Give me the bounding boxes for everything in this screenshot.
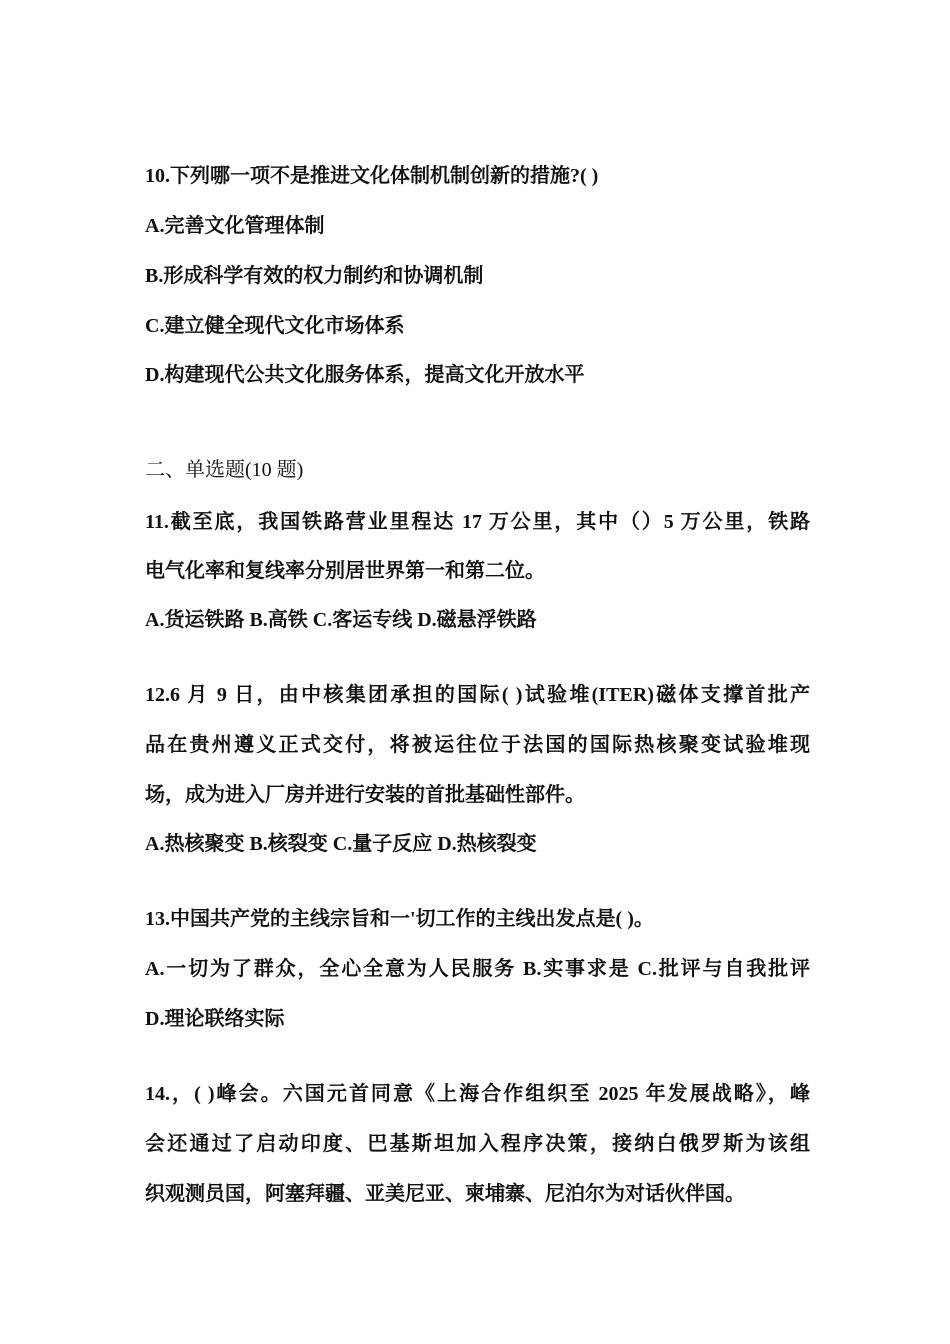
question-13-options-line-2: D.理论联络实际 — [145, 1008, 285, 1030]
question-11-stem-line-2: 电气化率和复线率分别居世界第一和第二位。 — [145, 560, 545, 582]
section-heading: 二、单选题(10 题) — [145, 459, 304, 481]
question-10-option-c: C.建立健全现代文化市场体系 — [145, 315, 405, 337]
question-12-stem-line-3: 场，成为进入厂房并进行安装的首批基础性部件。 — [145, 784, 585, 806]
question-14-stem-line-3: 织观测员国，阿塞拜疆、亚美尼亚、柬埔寨、尼泊尔为对话伙伴国。 — [145, 1183, 745, 1205]
question-12-stem-line-1: 12.6 月 9 日，由中核集团承担的国际( )试验堆(ITER)磁体支撑首批产 — [145, 684, 810, 706]
question-12-stem-line-2: 品在贵州遵义正式交付，将被运往位于法国的国际热核聚变试验堆现 — [145, 734, 810, 756]
question-10-option-a: A.完善文化管理体制 — [145, 215, 325, 237]
question-10-option-d: D.构建现代公共文化服务体系，提高文化开放水平 — [145, 364, 585, 386]
question-11-stem-line-1: 11.截至底，我国铁路营业里程达 17 万公里，其中（）5 万公里，铁路 — [145, 511, 810, 533]
question-10-stem: 10.下列哪一项不是推进文化体制机制创新的措施?( ) — [145, 165, 599, 187]
question-14-stem-line-1: 14.，( )峰会。六国元首同意《上海合作组织至 2025 年发展战略》，峰 — [145, 1083, 810, 1105]
question-14-stem-line-2: 会还通过了启动印度、巴基斯坦加入程序决策，接纳白俄罗斯为该组 — [145, 1133, 810, 1155]
question-10-option-b: B.形成科学有效的权力制约和协调机制 — [145, 265, 484, 287]
question-13-stem: 13.中国共产党的主线宗旨和一'切工作的主线出发点是( )。 — [145, 908, 654, 930]
question-13-options-line-1: A.一切为了群众，全心全意为人民服务 B.实事求是 C.批评与自我批评 — [145, 958, 810, 980]
question-11-options: A.货运铁路 B.高铁 C.客运专线 D.磁悬浮铁路 — [145, 609, 537, 631]
question-12-options: A.热核聚变 B.核裂变 C.量子反应 D.热核裂变 — [145, 833, 537, 855]
